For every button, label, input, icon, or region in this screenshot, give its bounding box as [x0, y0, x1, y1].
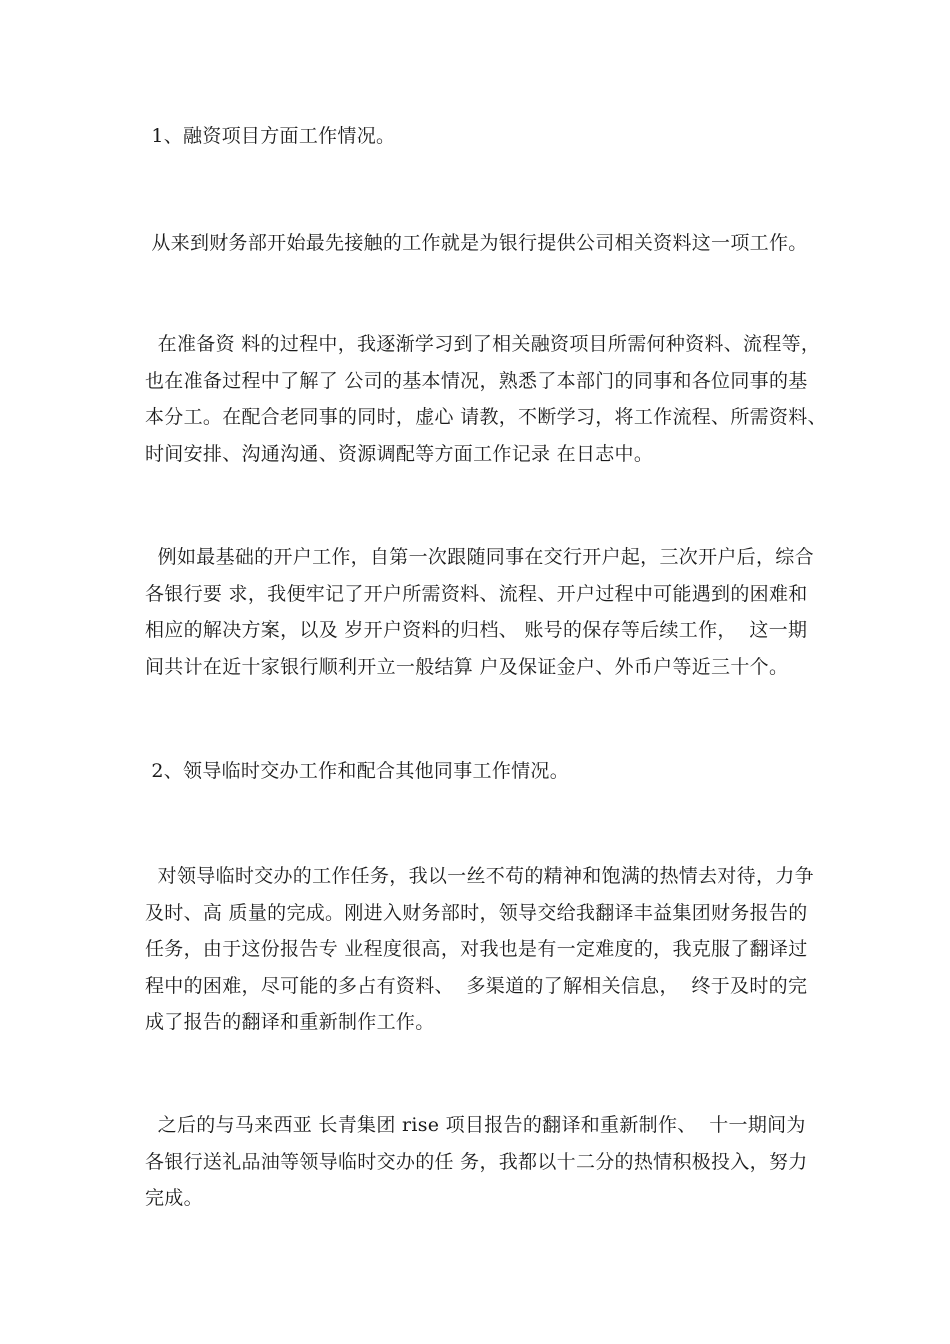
paragraph-line: 各银行送礼品油等领导临时交办的任 务，我都以十二分的热情积极投入，努力 [145, 1150, 808, 1173]
paragraph-line: 间共计在近十家银行顺利开立一般结算 户及保证金户、外币户等近三十个。 [145, 655, 789, 678]
paragraph-line: 对领导临时交办的工作任务，我以一丝不苟的精神和饱满的热情去对待，力争 [145, 865, 814, 887]
heading-financing-projects [145, 118, 825, 155]
paragraph-line: 从来到财务部开始最先接触的工作就是为银行提供公司相关资料这一项工作。 [145, 232, 808, 254]
paragraph-intro [145, 225, 825, 262]
paragraph-line: 1、融资项目方面工作情况。 [145, 125, 396, 147]
paragraph-line: 2、领导临时交办工作和配合其他同事工作情况。 [145, 760, 570, 782]
paragraph-preparation [145, 326, 825, 472]
paragraph-line: 相应的解决方案，以及 岁开户资料的归档、 账号的保存等后续工作， 这一期 [145, 619, 808, 641]
paragraph-line: 之后的与马来西亚 长青集团 rise 项目报告的翻译和重新制作、 十一期间为 [145, 1114, 806, 1136]
paragraph-line: 完成。 [145, 1187, 203, 1209]
paragraph-line: 各银行要 求，我便牢记了开户所需资料、流程、开户过程中可能遇到的困难和 [145, 582, 808, 605]
paragraph-line: 时间安排、沟通沟通、资源调配等方面工作记录 在日志中。 [145, 442, 654, 465]
paragraph-line: 及时、高 质量的完成。刚进入财务部时，领导交给我翻译丰益集团财务报告的 [145, 901, 808, 924]
paragraph-account-opening [145, 539, 825, 685]
paragraph-line: 在准备资 料的过程中，我逐渐学习到了相关融资项目所需何种资料、流程等， [145, 333, 821, 355]
paragraph-temporary-tasks [145, 858, 825, 1041]
paragraph-line: 也在准备过程中了解了 公司的基本情况，熟悉了本部门的同事和各位同事的基 [145, 369, 808, 392]
paragraph-line: 成了报告的翻译和重新制作工作。 [145, 1011, 435, 1033]
paragraph-later-tasks [145, 1107, 825, 1217]
paragraph-line: 程中的困难，尽可能的多占有资料、 多渠道的了解相关信息， 终于及时的完 [145, 974, 808, 997]
paragraph-line: 本分工。在配合老同事的同时，虚心 请教，不断学习，将工作流程、所需资料、 [145, 406, 827, 428]
paragraph-line: 任务，由于这份报告专 业程度很高，对我也是有一定难度的，我克服了翻译过 [145, 938, 808, 960]
heading-leadership-tasks [145, 753, 825, 790]
paragraph-line: 例如最基础的开户工作，自第一次跟随同事在交行开户起，三次开户后，综合 [145, 546, 814, 568]
